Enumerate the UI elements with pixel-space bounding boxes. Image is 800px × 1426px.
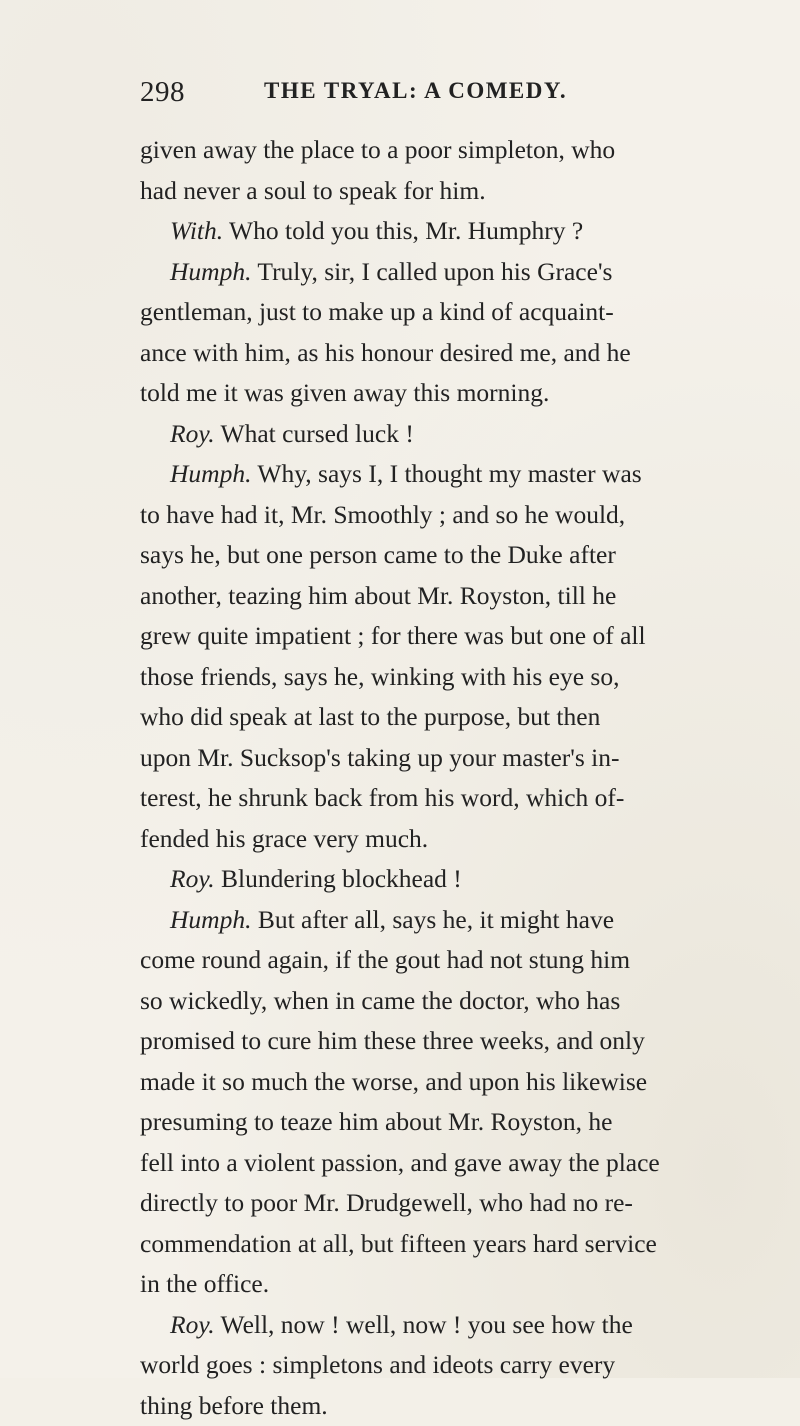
text-line: [140, 697, 760, 738]
text-line: [140, 1224, 760, 1265]
text-line: [140, 859, 760, 900]
line-text: thing before them.: [140, 1391, 328, 1420]
speaker-name: Roy.: [170, 419, 215, 448]
text-line: [140, 616, 760, 657]
line-text: who did speak at last to the purpose, but then: [140, 702, 600, 731]
page-number: 298: [140, 76, 185, 109]
text-line: [140, 981, 760, 1022]
line-text: Blundering blockhead !: [215, 864, 462, 893]
line-text: those friends, says he, winking with his eye so,: [140, 662, 619, 691]
line-text: Well, now ! well, now ! you see how the: [215, 1310, 633, 1339]
running-head: [140, 76, 780, 110]
text-line: [140, 1386, 760, 1426]
line-text: Why, says I, I thought my master was: [251, 459, 641, 488]
text-line: [140, 373, 760, 414]
text-line: [140, 454, 760, 495]
line-text: says he, but one person came to the Duke after: [140, 540, 616, 569]
text-line: [140, 819, 760, 860]
line-text: so wickedly, when in came the doctor, who has: [140, 986, 620, 1015]
line-text: directly to poor Mr. Drudgewell, who had no re-: [140, 1188, 633, 1217]
text-line: [140, 333, 760, 374]
text-line: [140, 252, 760, 293]
speaker-name: Humph.: [170, 257, 251, 286]
line-text: Truly, sir, I called upon his Grace's: [251, 257, 612, 286]
line-text: come round again, if the gout had not stung him: [140, 945, 630, 974]
running-title: THE TRYAL: A COMEDY.: [264, 78, 567, 104]
line-text: What cursed luck !: [215, 419, 414, 448]
line-text: to have had it, Mr. Smoothly ; and so he would,: [140, 500, 625, 529]
text-line: [140, 1345, 760, 1386]
line-text: told me it was given away this morning.: [140, 378, 549, 407]
line-text: gentleman, just to make up a kind of acquaint-: [140, 297, 614, 326]
line-text: But after all, says he, it might have: [251, 905, 614, 934]
dialogue-text: [140, 130, 760, 1426]
text-line: [140, 1021, 760, 1062]
text-line: [140, 495, 760, 536]
text-line: [140, 1143, 760, 1184]
line-text: world goes : simpletons and ideots carry every: [140, 1350, 615, 1379]
text-line: [140, 1062, 760, 1103]
line-text: had never a soul to speak for him.: [140, 176, 486, 205]
speaker-name: Humph.: [170, 905, 251, 934]
text-line: [140, 738, 760, 779]
line-text: commendation at all, but fifteen years hard service: [140, 1229, 657, 1258]
speaker-name: Humph.: [170, 459, 251, 488]
line-text: given away the place to a poor simpleton, who: [140, 135, 615, 164]
text-line: [140, 940, 760, 981]
line-text: upon Mr. Sucksop's taking up your master's in-: [140, 743, 620, 772]
line-text: in the office.: [140, 1269, 269, 1298]
text-line: [140, 292, 760, 333]
text-line: [140, 130, 760, 171]
text-line: [140, 535, 760, 576]
text-line: [140, 900, 760, 941]
line-text: another, teazing him about Mr. Royston, till he: [140, 581, 616, 610]
text-line: [140, 211, 760, 252]
line-text: ance with him, as his honour desired me, and he: [140, 338, 631, 367]
line-text: made it so much the worse, and upon his likewise: [140, 1067, 647, 1096]
line-text: fended his grace very much.: [140, 824, 428, 853]
text-line: [140, 657, 760, 698]
text-line: [140, 414, 760, 455]
text-line: [140, 171, 760, 212]
speaker-name: Roy.: [170, 864, 215, 893]
text-line: [140, 1183, 760, 1224]
line-text: promised to cure him these three weeks, and only: [140, 1026, 645, 1055]
text-line: [140, 576, 760, 617]
line-text: presuming to teaze him about Mr. Royston, he: [140, 1107, 612, 1136]
text-line: [140, 1305, 760, 1346]
text-line: [140, 1102, 760, 1143]
speaker-name: With.: [170, 216, 223, 245]
text-line: [140, 1264, 760, 1305]
line-text: terest, he shrunk back from his word, which of-: [140, 783, 624, 812]
line-text: grew quite impatient ; for there was but one of all: [140, 621, 646, 650]
line-text: fell into a violent passion, and gave away the place: [140, 1148, 660, 1177]
text-line: [140, 778, 760, 819]
speaker-name: Roy.: [170, 1310, 215, 1339]
line-text: Who told you this, Mr. Humphry ?: [223, 216, 583, 245]
